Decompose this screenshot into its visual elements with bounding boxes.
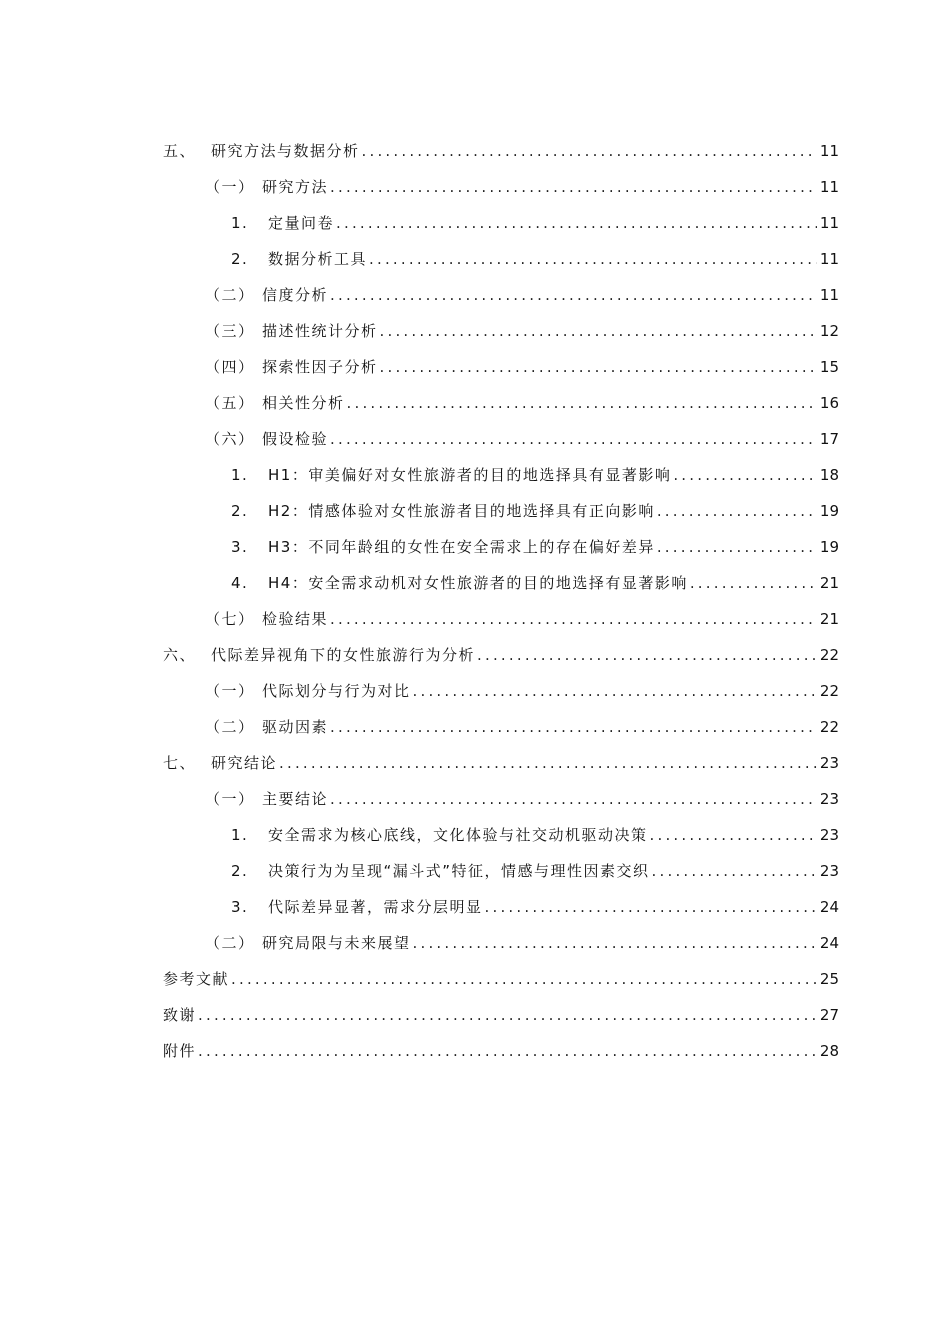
toc-entry[interactable] (163, 313, 839, 349)
toc-entry-number: （五） (205, 394, 255, 412)
toc-entry-title: 信度分析 (262, 286, 329, 304)
toc-dot-leader (657, 529, 817, 565)
toc-dot-leader (330, 709, 817, 745)
toc-entry-page-number: 11 (819, 214, 839, 232)
toc-entry-page-number: 23 (819, 790, 839, 808)
toc-dot-leader (673, 457, 817, 493)
toc-entry-number: （一） (205, 790, 255, 808)
toc-dot-leader (330, 781, 817, 817)
toc-entry[interactable] (163, 349, 839, 385)
toc-dot-leader (198, 997, 817, 1033)
toc-entry-title: H2：情感体验对女性旅游者目的地选择具有正向影响 (268, 502, 655, 520)
toc-entry-page-number: 22 (819, 718, 839, 736)
toc-entry[interactable] (163, 565, 839, 601)
toc-entry-title: 代际划分与行为对比 (262, 682, 411, 700)
toc-entry-title: 研究局限与未来展望 (262, 934, 411, 952)
toc-entry-page-number: 27 (819, 1006, 839, 1024)
toc-entry-number: 2. (231, 862, 249, 880)
toc-entry-page-number: 11 (819, 250, 839, 268)
toc-dot-leader (231, 961, 817, 997)
toc-entry-page-number: 28 (819, 1042, 839, 1060)
toc-entry-page-number: 22 (819, 646, 839, 664)
toc-entry-title: H4：安全需求动机对女性旅游者的目的地选择有显著影响 (268, 574, 688, 592)
toc-entry[interactable] (163, 853, 839, 889)
toc-entry-title: 代际差异视角下的女性旅游行为分析 (211, 646, 476, 664)
toc-entry-title: 检验结果 (262, 610, 329, 628)
toc-entry-title: H3：不同年龄组的女性在安全需求上的存在偏好差异 (268, 538, 655, 556)
toc-entry[interactable] (163, 997, 839, 1033)
toc-entry[interactable] (163, 709, 839, 745)
toc-dot-leader (380, 313, 817, 349)
toc-dot-leader (279, 745, 817, 781)
toc-dot-leader (330, 601, 817, 637)
toc-entry[interactable] (163, 817, 839, 853)
toc-entry-page-number: 15 (819, 358, 839, 376)
toc-entry-number: 3. (231, 538, 249, 556)
toc-entry-title: 驱动因素 (262, 718, 329, 736)
toc-entry[interactable] (163, 889, 839, 925)
toc-dot-leader (330, 421, 817, 457)
toc-dot-leader (477, 637, 817, 673)
toc-entry[interactable] (163, 241, 839, 277)
toc-entry-number: 1. (231, 214, 249, 232)
toc-entry-number: 1. (231, 826, 249, 844)
toc-entry[interactable] (163, 961, 839, 997)
toc-entry-number: 七、 (163, 754, 197, 772)
toc-entry-page-number: 18 (819, 466, 839, 484)
toc-entry-title: 附件 (163, 1042, 197, 1060)
toc-dot-leader (336, 205, 817, 241)
toc-dot-leader (413, 673, 817, 709)
toc-entry-page-number: 24 (819, 934, 839, 952)
toc-entry-title: 安全需求为核心底线，文化体验与社交动机驱动决策 (268, 826, 648, 844)
toc-entry-page-number: 21 (819, 610, 839, 628)
toc-entry[interactable] (163, 637, 839, 673)
toc-entry[interactable] (163, 385, 839, 421)
toc-entry-number: （二） (205, 286, 255, 304)
toc-entry[interactable] (163, 601, 839, 637)
toc-dot-leader (413, 925, 817, 961)
toc-entry-page-number: 11 (819, 142, 839, 160)
toc-entry-page-number: 17 (819, 430, 839, 448)
toc-entry-number: 2. (231, 502, 249, 520)
toc-entry-number: 五、 (163, 142, 197, 160)
toc-entry-number: （一） (205, 178, 255, 196)
toc-entry-page-number: 12 (819, 322, 839, 340)
toc-dot-leader (347, 385, 817, 421)
toc-entry[interactable] (163, 1033, 839, 1069)
toc-entry[interactable] (163, 673, 839, 709)
toc-entry-title: 研究方法与数据分析 (211, 142, 360, 160)
toc-dot-leader (330, 169, 817, 205)
toc-entry-number: （二） (205, 718, 255, 736)
toc-entry[interactable] (163, 205, 839, 241)
toc-entry-number: 2. (231, 250, 249, 268)
toc-entry-title: 数据分析工具 (268, 250, 368, 268)
toc-entry-title: 相关性分析 (262, 394, 345, 412)
toc-entry-title: 主要结论 (262, 790, 329, 808)
toc-entry-number: 3. (231, 898, 249, 916)
toc-entry[interactable] (163, 169, 839, 205)
toc-entry-page-number: 16 (819, 394, 839, 412)
toc-dot-leader (690, 565, 817, 601)
toc-entry[interactable] (163, 277, 839, 313)
toc-entry-title: H1：审美偏好对女性旅游者的目的地选择具有显著影响 (268, 466, 672, 484)
toc-entry-page-number: 11 (819, 286, 839, 304)
toc-dot-leader (652, 853, 817, 889)
toc-dot-leader (330, 277, 817, 313)
toc-entry[interactable] (163, 421, 839, 457)
toc-entry[interactable] (163, 529, 839, 565)
toc-entry-number: （六） (205, 430, 255, 448)
toc-entry-title: 决策行为为呈现“漏斗式”特征，情感与理性因素交织 (268, 862, 650, 880)
toc-entry-page-number: 23 (819, 862, 839, 880)
toc-entry-title: 研究结论 (211, 754, 278, 772)
toc-entry-title: 探索性因子分析 (262, 358, 378, 376)
toc-entry-page-number: 21 (819, 574, 839, 592)
toc-entry-title: 定量问卷 (268, 214, 335, 232)
toc-entry-title: 代际差异显著，需求分层明显 (268, 898, 483, 916)
toc-entry-title: 描述性统计分析 (262, 322, 378, 340)
toc-entry-number: 1. (231, 466, 249, 484)
toc-entry-number: （二） (205, 934, 255, 952)
toc-dot-leader (362, 133, 817, 169)
toc-dot-leader (650, 817, 817, 853)
toc-dot-leader (380, 349, 817, 385)
toc-entry-title: 参考文献 (163, 970, 230, 988)
toc-entry[interactable] (163, 457, 839, 493)
toc-entry[interactable] (163, 781, 839, 817)
toc-entry-page-number: 25 (819, 970, 839, 988)
toc-entry[interactable] (163, 745, 839, 781)
toc-entry-title: 研究方法 (262, 178, 329, 196)
toc-entry-number: （七） (205, 610, 255, 628)
toc-entry[interactable] (163, 493, 839, 529)
table-of-contents (163, 133, 839, 1069)
toc-entry[interactable] (163, 133, 839, 169)
toc-dot-leader (657, 493, 817, 529)
toc-dot-leader (369, 241, 817, 277)
toc-entry-number: （四） (205, 358, 255, 376)
toc-entry-page-number: 23 (819, 826, 839, 844)
toc-entry-page-number: 22 (819, 682, 839, 700)
toc-entry-page-number: 24 (819, 898, 839, 916)
toc-entry-page-number: 19 (819, 538, 839, 556)
toc-entry-number: （一） (205, 682, 255, 700)
toc-entry-page-number: 23 (819, 754, 839, 772)
toc-dot-leader (485, 889, 817, 925)
toc-dot-leader (198, 1033, 817, 1069)
toc-entry[interactable] (163, 925, 839, 961)
toc-entry-title: 假设检验 (262, 430, 329, 448)
toc-entry-number: 4. (231, 574, 249, 592)
toc-entry-title: 致谢 (163, 1006, 197, 1024)
toc-entry-page-number: 19 (819, 502, 839, 520)
toc-entry-number: （三） (205, 322, 255, 340)
toc-entry-page-number: 11 (819, 178, 839, 196)
toc-entry-number: 六、 (163, 646, 197, 664)
